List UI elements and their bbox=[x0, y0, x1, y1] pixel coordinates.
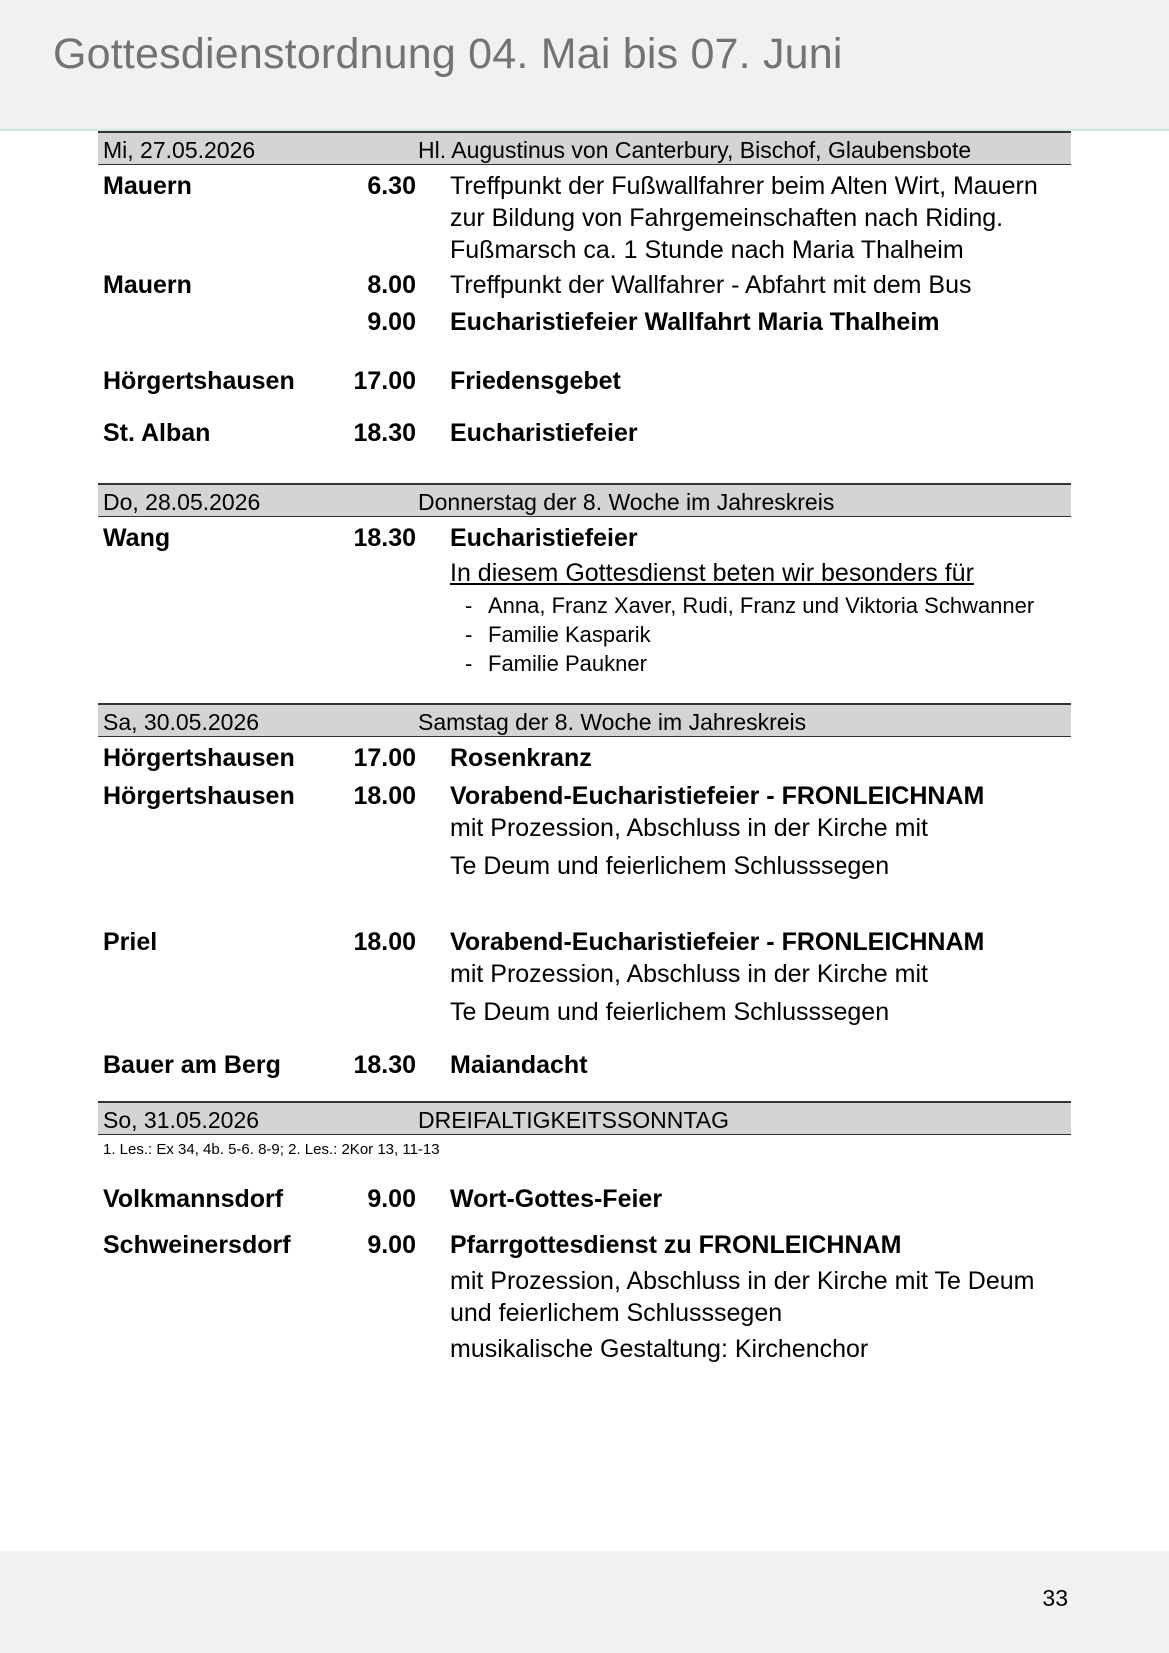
service-time: 18.30 bbox=[353, 524, 416, 552]
service-place: Mauern bbox=[103, 172, 192, 200]
intention-heading: In diesem Gottesdienst beten wir besonders für bbox=[450, 559, 974, 587]
service-place: Wang bbox=[103, 524, 171, 552]
service-place: Schweinersdorf bbox=[103, 1231, 291, 1259]
service-entry bbox=[98, 742, 1071, 774]
service-title: Treffpunkt der Fußwallfahrer beim Alten Wirt, Mauern zur Bildung von Fahrgemeinschaften nach Riding. Fußmarsch ca. 1 Stunde nach Maria Thalheim bbox=[450, 172, 1038, 264]
service-entry bbox=[98, 365, 1071, 397]
day-header bbox=[98, 1101, 1071, 1135]
service-place: Bauer am Berg bbox=[103, 1051, 281, 1079]
page-footer bbox=[0, 1551, 1169, 1653]
service-time: 17.00 bbox=[353, 744, 416, 772]
service-time: 8.00 bbox=[367, 271, 416, 299]
page-header bbox=[0, 0, 1169, 131]
intention-item: - Anna, Franz Xaver, Rudi, Franz und Viktoria Schwanner bbox=[450, 591, 1071, 620]
service-title: Pfarrgottesdienst zu FRONLEICHNAM bbox=[450, 1231, 902, 1259]
service-entry bbox=[98, 1229, 1071, 1365]
service-title: Vorabend-Eucharistiefeier - FRONLEICHNAM bbox=[450, 928, 985, 956]
service-time: 18.00 bbox=[353, 782, 416, 810]
intention-list bbox=[450, 591, 1071, 678]
schedule bbox=[98, 131, 1071, 1365]
service-entry bbox=[98, 1049, 1071, 1081]
day-feast: Donnerstag der 8. Woche im Jahreskreis bbox=[418, 489, 835, 515]
service-entry bbox=[98, 926, 1071, 1028]
service-entry bbox=[98, 306, 1071, 338]
service-time: 18.00 bbox=[353, 928, 416, 956]
day-date: Mi, 27.05.2026 bbox=[103, 137, 256, 163]
service-place: Mauern bbox=[103, 271, 192, 299]
service-place: Hörgertshausen bbox=[103, 782, 295, 810]
service-title: Rosenkranz bbox=[450, 744, 592, 772]
service-entry bbox=[98, 417, 1071, 449]
service-note: mit Prozession, Abschluss in der Kirche mit Te Deum und feierlichem Schlusssegen bbox=[450, 1267, 1035, 1327]
service-place: Hörgertshausen bbox=[103, 744, 295, 772]
service-place: St. Alban bbox=[103, 419, 211, 447]
page-title: Gottesdienstordnung 04. Mai bis 07. Juni bbox=[53, 30, 843, 78]
service-title: Treffpunkt der Wallfahrer - Abfahrt mit dem Bus bbox=[450, 271, 972, 299]
service-title: Eucharistiefeier bbox=[450, 419, 638, 447]
service-note: musikalische Gestaltung: Kirchenchor bbox=[450, 1335, 869, 1363]
day-date: Do, 28.05.2026 bbox=[103, 489, 261, 515]
service-title: Friedensgebet bbox=[450, 367, 621, 395]
service-entry bbox=[98, 780, 1071, 882]
day-feast: Hl. Augustinus von Canterbury, Bischof, Glaubensbote bbox=[418, 137, 972, 163]
service-title: Wort-Gottes-Feier bbox=[450, 1185, 663, 1213]
day-header bbox=[98, 483, 1071, 517]
service-entry bbox=[98, 269, 1071, 301]
day-header bbox=[98, 131, 1071, 165]
service-time: 17.00 bbox=[353, 367, 416, 395]
service-time: 9.00 bbox=[367, 308, 416, 336]
day-feast: DREIFALTIGKEITSSONNTAG bbox=[418, 1107, 729, 1133]
service-place: Volkmannsdorf bbox=[103, 1185, 284, 1213]
reading-reference: 1. Les.: Ex 34, 4b. 5-6. 8-9; 2. Les.: 2Kor 13, 11-13 bbox=[103, 1141, 440, 1158]
service-title: Vorabend-Eucharistiefeier - FRONLEICHNAM bbox=[450, 782, 985, 810]
service-time: 18.30 bbox=[353, 1051, 416, 1079]
intention-item: - Familie Paukner bbox=[450, 649, 1071, 678]
service-entry bbox=[98, 522, 1071, 678]
service-title: Maiandacht bbox=[450, 1051, 588, 1079]
day-date: So, 31.05.2026 bbox=[103, 1107, 260, 1133]
service-time: 6.30 bbox=[367, 172, 416, 200]
service-title: Eucharistiefeier Wallfahrt Maria Thalheim bbox=[450, 308, 940, 336]
day-date: Sa, 30.05.2026 bbox=[103, 709, 260, 735]
day-header bbox=[98, 703, 1071, 737]
service-place: Priel bbox=[103, 928, 158, 956]
page-number: 33 bbox=[1042, 1585, 1068, 1611]
service-entry bbox=[98, 170, 1071, 266]
service-title: Eucharistiefeier bbox=[450, 524, 638, 552]
service-time: 9.00 bbox=[367, 1231, 416, 1259]
service-note: mit Prozession, Abschluss in der Kirche mit bbox=[450, 814, 928, 842]
service-note: mit Prozession, Abschluss in der Kirche mit bbox=[450, 960, 928, 988]
intention-item: - Familie Kasparik bbox=[450, 620, 1071, 649]
service-note: Te Deum und feierlichem Schlusssegen bbox=[450, 852, 890, 880]
service-time: 9.00 bbox=[367, 1185, 416, 1213]
service-place: Hörgertshausen bbox=[103, 367, 295, 395]
service-note: Te Deum und feierlichem Schlusssegen bbox=[450, 998, 890, 1026]
day-feast: Samstag der 8. Woche im Jahreskreis bbox=[418, 709, 807, 735]
service-time: 18.30 bbox=[353, 419, 416, 447]
service-entry bbox=[98, 1183, 1071, 1215]
